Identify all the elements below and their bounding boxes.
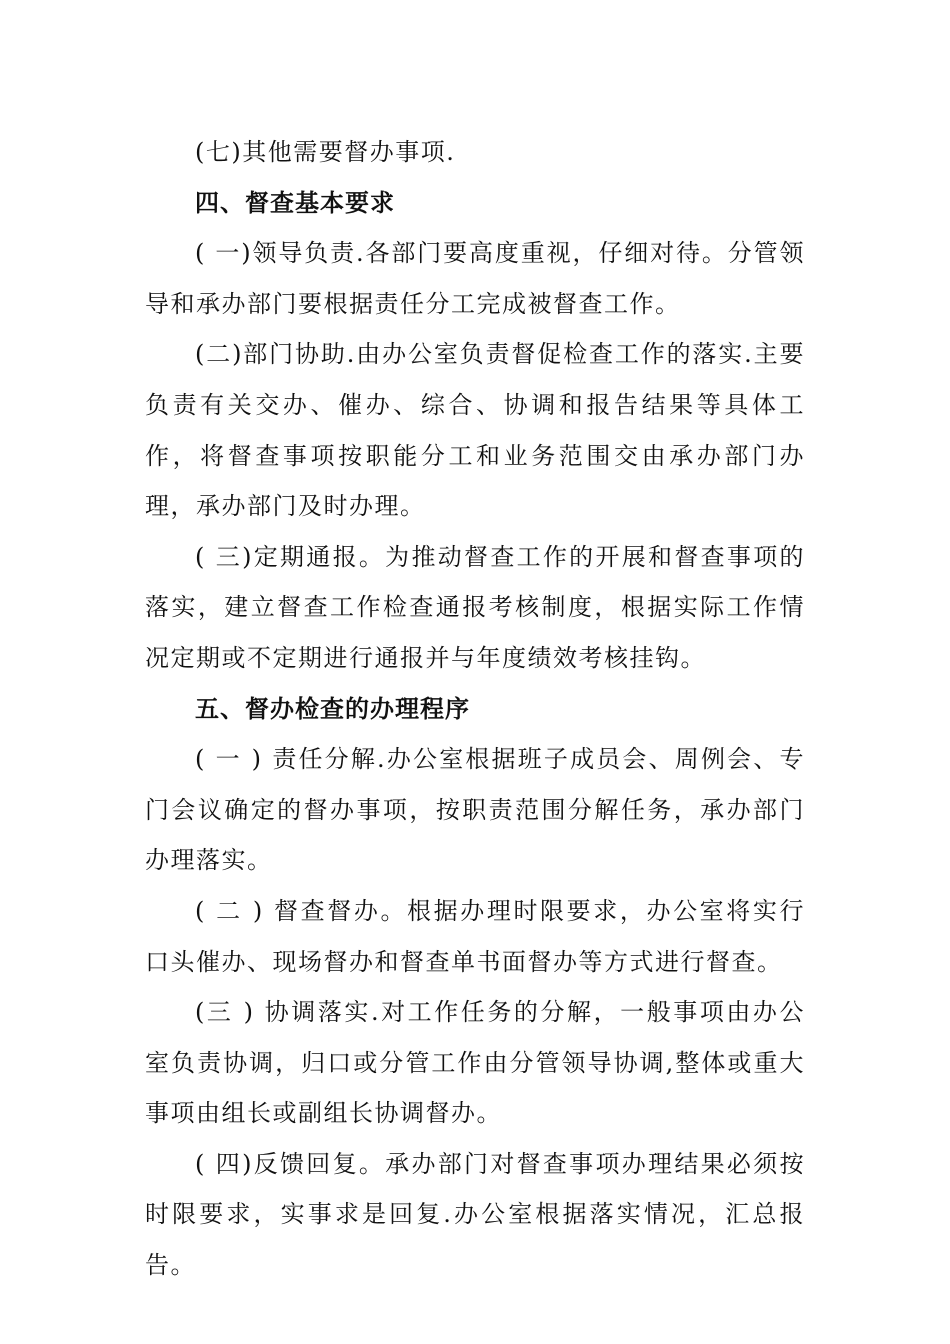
document-body [145, 127, 805, 1291]
procedure-feedback: ( 四)反馈回复。承办部门对督查事项办理结果必须按时限要求，实事求是回复.办公室根据落实情况，汇总报告。 [145, 1149, 805, 1280]
procedure-task-decomposition: ( 一 ) 责任分解.办公室根据班子成员会、周例会、专门会议确定的督办事项，按职责范围分解任务，承办部门办理落实。 [145, 745, 805, 875]
procedure-supervision: ( 二 ) 督查督办。根据办理时限要求，办公室将实行口头催办、现场督办和督查单书面督办等方式进行督查。 [145, 896, 805, 976]
section-heading-five: 五、督办检查的办理程序 [195, 694, 470, 723]
requirement-department-assistance: (二)部门协助.由办公室负责督促检查工作的落实.主要负责有关交办、催办、综合、协调和报告结果等具体工作，将督查事项按职能分工和业务范围交由承办部门办理，承办部门及时办理。 [145, 340, 805, 521]
section-heading-four: 四、督查基本要求 [195, 188, 395, 217]
requirement-regular-notification: ( 三)定期通报。为推动督查工作的开展和督查事项的落实，建立督查工作检查通报考核制度，根据实际工作情况定期或不定期进行通报并与年度绩效考核挂钩。 [145, 542, 805, 672]
item-seven-other-matters: (七)其他需要督办事项. [195, 138, 456, 166]
requirement-leadership-responsibility: ( 一)领导负责.各部门要高度重视，仔细对待。分管领导和承办部门要根据责任分工完成被督查工作。 [145, 239, 805, 318]
procedure-coordination: (三 ) 协调落实.对工作任务的分解，一般事项由办公室负责协调，归口或分管工作由分管领导协调,整体或重大事项由组长或副组长协调督办。 [145, 998, 805, 1128]
